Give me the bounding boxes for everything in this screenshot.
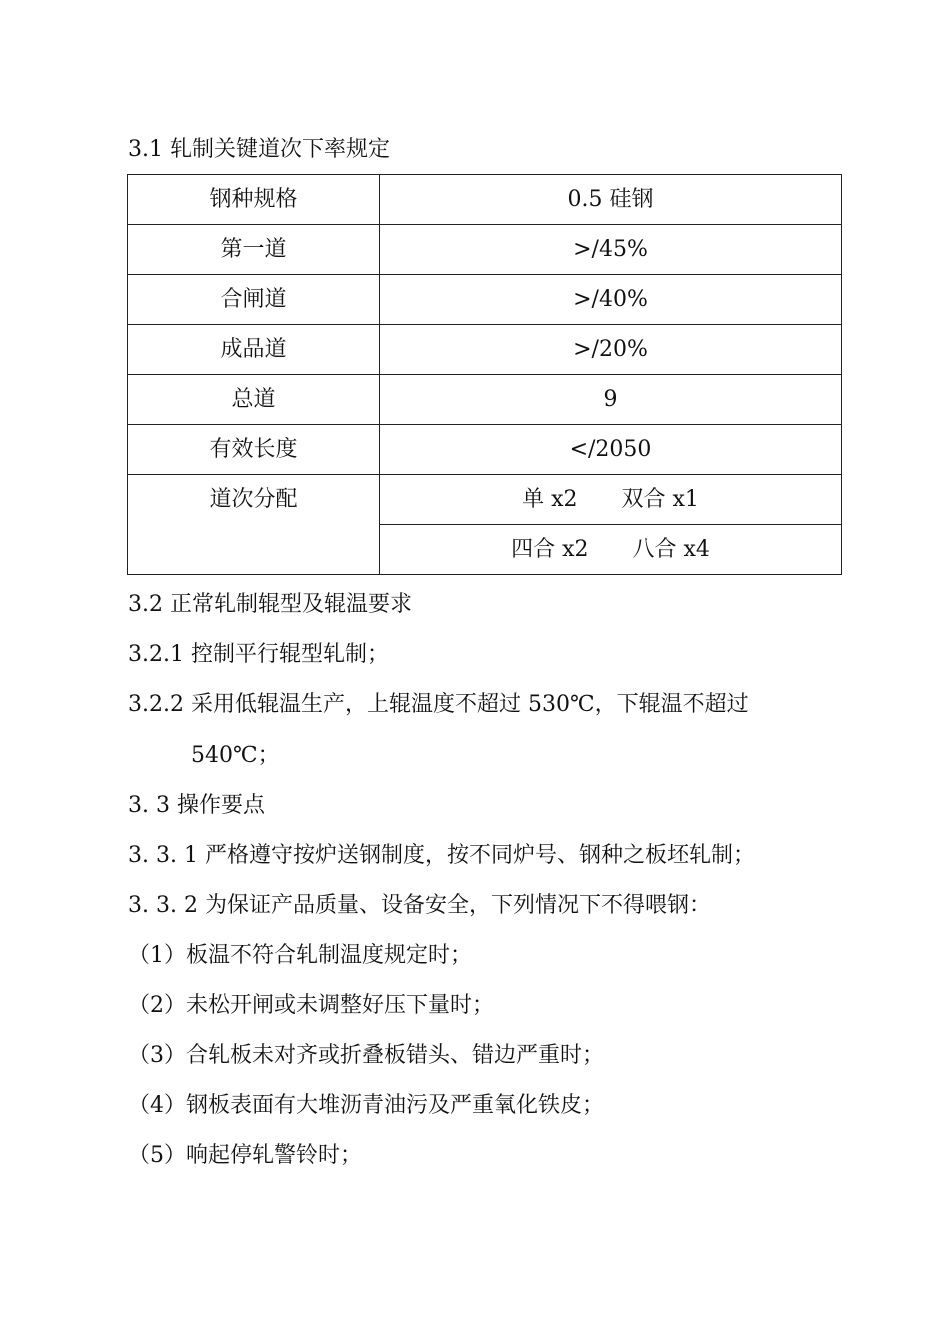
table-cell-label: 总道 [128, 375, 380, 425]
table-cell-value [380, 475, 842, 525]
table-row [128, 175, 842, 225]
section-3-3-2: 3. 3. 2 为保证产品质量、设备安全，下列情况下不得喂钢： [128, 893, 711, 918]
section-3-2-2-line1: 3.2.2 采用低辊温生产，上辊温度不超过 530℃，下辊温不超过 [128, 692, 749, 717]
table-row [128, 375, 842, 425]
section-3-2-title: 3.2 正常轧制辊型及辊温要求 [128, 592, 412, 617]
list-item: （1）板温不符合轧制温度规定时； [128, 943, 472, 968]
table-row [128, 325, 842, 375]
list-item: （3）合轧板未对齐或折叠板错头、错边严重时； [128, 1043, 604, 1068]
table-cell-value: 9 [380, 375, 842, 425]
table-cell-value: >/40% [380, 275, 842, 325]
section-3-3-1: 3. 3. 1 严格遵守按炉送钢制度，按不同炉号、钢种之板坯轧制； [128, 843, 755, 868]
table-cell-label: 有效长度 [128, 425, 380, 475]
distribution-quad: 四合 x2 [511, 536, 589, 562]
table-row [128, 425, 842, 475]
table-cell-value: 0.5 硅钢 [380, 175, 842, 225]
table-row [128, 475, 842, 525]
list-item: （2）未松开闸或未调整好压下量时； [128, 993, 494, 1018]
table-row [128, 275, 842, 325]
distribution-single: 单 x2 [522, 486, 578, 512]
section-3-2-2-line2: 540℃； [191, 743, 280, 768]
list-item: （5）响起停轧警铃时； [128, 1143, 362, 1168]
table-cell-label: 钢种规格 [128, 175, 380, 225]
distribution-double: 双合 x1 [621, 486, 699, 512]
table-cell-value [380, 525, 842, 575]
rolling-reduction-table [127, 174, 842, 575]
list-item: （4）钢板表面有大堆沥青油污及严重氧化铁皮； [128, 1093, 604, 1118]
section-3-2-1: 3.2.1 控制平行辊型轧制； [128, 642, 389, 667]
table-cell-label: 成品道 [128, 325, 380, 375]
table-cell-value: >/45% [380, 225, 842, 275]
table-cell-label: 合闸道 [128, 275, 380, 325]
table-row [128, 225, 842, 275]
table-cell-label: 道次分配 [128, 475, 380, 575]
section-3-3-title: 3. 3 操作要点 [128, 793, 265, 818]
section-3-1-title: 3.1 轧制关键道次下率规定 [128, 137, 390, 162]
table-cell-value: >/20% [380, 325, 842, 375]
table-cell-label: 第一道 [128, 225, 380, 275]
table-cell-value: </2050 [380, 425, 842, 475]
distribution-octo: 八合 x4 [632, 536, 710, 562]
